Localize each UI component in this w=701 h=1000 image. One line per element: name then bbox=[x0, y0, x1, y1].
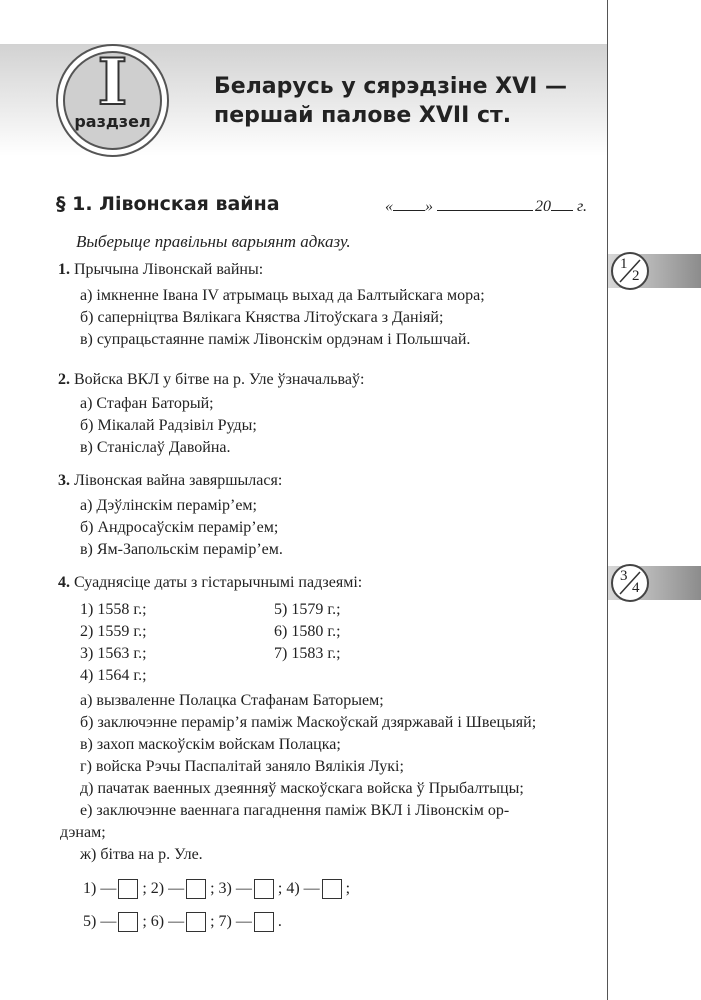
answer-label: ; 4) — bbox=[277, 880, 320, 897]
answer-box-1[interactable] bbox=[118, 879, 138, 899]
instruction: Выберыце правільны варыянт адказу. bbox=[76, 232, 351, 251]
margin-marker-1 bbox=[611, 252, 649, 290]
event-item-continuation: дэнам; bbox=[60, 824, 106, 841]
question-3-text: Лівонская вайна завяршылася: bbox=[74, 472, 283, 489]
date-day-blank bbox=[393, 197, 425, 211]
answer-box-2[interactable] bbox=[186, 879, 206, 899]
answer-label: . bbox=[277, 913, 282, 930]
date-item: 3) 1563 г.; bbox=[80, 645, 147, 662]
date-year-blank bbox=[551, 197, 573, 211]
question-4-number: 4. bbox=[58, 574, 70, 591]
question-2-option-a: а) Стафан Баторый; bbox=[80, 395, 214, 412]
question-2 bbox=[58, 369, 364, 391]
question-2-text: Войска ВКЛ у бітве на р. Уле ўзначальваў: bbox=[74, 371, 365, 388]
date-month-blank bbox=[437, 197, 533, 211]
chapter-title-line-2: першай палове XVII ст. bbox=[214, 103, 512, 128]
answer-box-7[interactable] bbox=[254, 912, 274, 932]
answer-box-5[interactable] bbox=[118, 912, 138, 932]
date-item: 7) 1583 г.; bbox=[274, 645, 341, 662]
date-year-suffix: г. bbox=[577, 198, 588, 215]
event-item: а) вызваленне Полацка Стафанам Баторыем; bbox=[80, 692, 384, 709]
question-2-option-c: в) Станіслаў Давойна. bbox=[80, 439, 231, 456]
question-3-option-a: а) Дэўлінскім перамір’ем; bbox=[80, 497, 257, 514]
margin-marker-2 bbox=[611, 564, 649, 602]
event-item: д) пачатак ваенных дзеянняў маскоўскага войска ў Прыбалтыцы; bbox=[80, 780, 524, 797]
question-4-text: Суаднясіце даты з гістарычнымі падзеямі: bbox=[74, 574, 363, 591]
question-3-option-c: в) Ям-Запольскім перамір’ем. bbox=[80, 541, 283, 558]
answer-label: 1) — bbox=[83, 880, 117, 897]
question-1 bbox=[58, 259, 263, 281]
marker-1-denominator: 2 bbox=[632, 268, 640, 284]
date-item: 5) 1579 г.; bbox=[274, 601, 341, 618]
question-1-option-b: б) саперніцтва Вялікага Княства Літоўскага з Даніяй; bbox=[80, 309, 444, 326]
date-year-prefix: 20 bbox=[535, 198, 551, 215]
chapter-numeral: I bbox=[97, 45, 128, 120]
question-1-option-c: в) супрацьстаянне паміж Лівонскім ордэнам і Польшчай. bbox=[80, 331, 471, 348]
event-item: ж) бітва на р. Уле. bbox=[80, 846, 203, 863]
answer-label: ; 6) — bbox=[142, 913, 185, 930]
margin-divider bbox=[607, 0, 608, 1000]
answer-label: ; bbox=[345, 880, 351, 897]
question-3 bbox=[58, 470, 282, 492]
question-1-number: 1. bbox=[58, 261, 70, 278]
date-item: 1) 1558 г.; bbox=[80, 601, 147, 618]
question-4 bbox=[58, 572, 362, 594]
section-title: § 1. Лівонская вайна bbox=[56, 193, 280, 215]
answer-label: ; 3) — bbox=[210, 880, 252, 897]
chapter-title bbox=[214, 72, 567, 130]
date-quote-open: « bbox=[385, 198, 393, 215]
answer-box-4[interactable] bbox=[322, 879, 342, 899]
event-item: в) захоп маскоўскім войскам Полацка; bbox=[80, 736, 341, 753]
answer-box-6[interactable] bbox=[186, 912, 206, 932]
answer-label: ; 2) — bbox=[142, 880, 185, 897]
events-list bbox=[60, 690, 537, 866]
date-line bbox=[385, 197, 587, 216]
date-item: 4) 1564 г.; bbox=[80, 667, 147, 684]
question-1-option-a: а) імкненне Івана IV атрымаць выхад да Балтыйскага мора; bbox=[80, 287, 485, 304]
event-item: е) заключэнне ваеннага пагаднення паміж ВКЛ і Лівонскім ор- bbox=[80, 802, 510, 819]
marker-1-numerator: 1 bbox=[620, 256, 628, 272]
chapter-title-line-1: Беларусь у сярэдзіне XVI — bbox=[214, 74, 568, 99]
event-item: б) заключэнне перамір’я паміж Маскоўскай дзяржавай і Швецыяй; bbox=[80, 714, 537, 731]
question-1-text: Прычына Лівонскай вайны: bbox=[74, 261, 264, 278]
dates-right-column bbox=[274, 599, 341, 665]
question-3-number: 3. bbox=[58, 472, 70, 489]
answer-row-2 bbox=[83, 910, 282, 934]
chapter-label: раздзел bbox=[74, 112, 151, 131]
date-item: 6) 1580 г.; bbox=[274, 623, 341, 640]
marker-2-denominator: 4 bbox=[632, 580, 640, 596]
date-quote-close: » bbox=[425, 198, 433, 215]
dates-left-column bbox=[80, 599, 147, 687]
answer-row-1 bbox=[83, 877, 350, 901]
date-item: 2) 1559 г.; bbox=[80, 623, 147, 640]
answer-label: ; 7) — bbox=[210, 913, 252, 930]
question-2-option-b: б) Мікалай Радзівіл Руды; bbox=[80, 417, 257, 434]
answer-box-3[interactable] bbox=[254, 879, 274, 899]
event-item: г) войска Рэчы Паспалітай заняло Вялікія Лукі; bbox=[80, 758, 404, 775]
marker-2-numerator: 3 bbox=[620, 568, 628, 584]
question-2-number: 2. bbox=[58, 371, 70, 388]
question-3-option-b: б) Андросаўскім перамір’ем; bbox=[80, 519, 279, 536]
answer-label: 5) — bbox=[83, 913, 117, 930]
